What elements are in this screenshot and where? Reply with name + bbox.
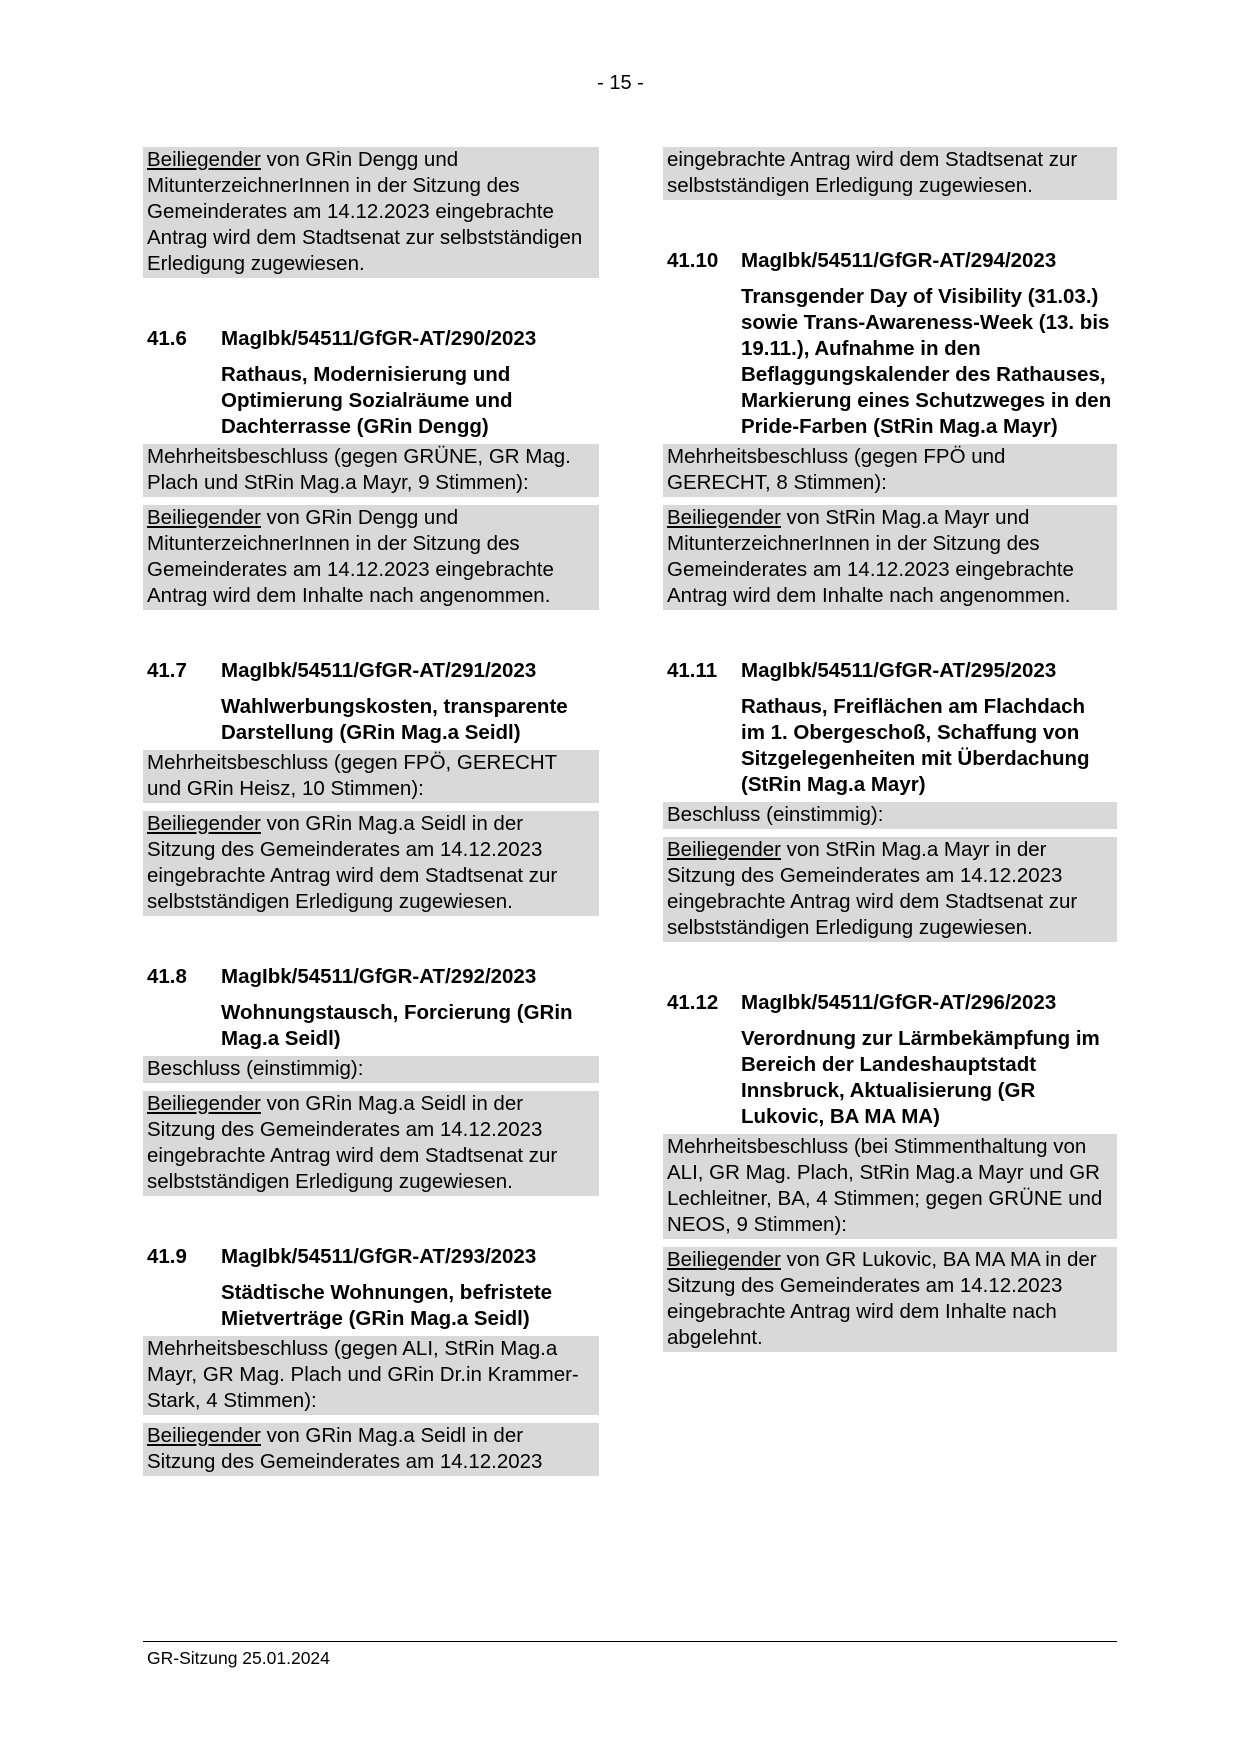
page-number: - 15 -	[597, 72, 644, 94]
resolution	[143, 811, 599, 916]
resolution-text: von GRin Dengg und MitunterzeichnerInnen in der Sitzung des Gemeinderates am 14.12.2023 eingebrachte Antrag wird dem Stadtsenat zur selbstständigen Erledigung zugewiesen.	[147, 148, 583, 275]
resolution-text: von StRin Mag.a Mayr und MitunterzeichnerInnen in der Sitzung des Gemeinderates am 14.12.2023 eingebrachte Antrag wird dem Inhalte nach angenommen.	[667, 506, 1074, 607]
item-heading	[147, 964, 599, 990]
decision: Beschluss (einstimmig):	[143, 1056, 599, 1083]
item-title: Verordnung zur Lärmbekämpfung im Bereich der Landeshauptstadt Innsbruck, Aktualisierung (GR Lukovic, BA MA MA)	[741, 1027, 1100, 1128]
item-number: 41.11	[667, 659, 718, 682]
item-title: Rathaus, Modernisierung und Optimierung Sozialräume und Dachterrasse (GRin Dengg)	[221, 363, 513, 438]
item-reference: MagIbk/54511/GfGR-AT/295/2023	[741, 659, 1057, 682]
item-number: 41.7	[147, 659, 187, 682]
item-reference: MagIbk/54511/GfGR-AT/296/2023	[741, 991, 1057, 1014]
agenda-item-41-6	[143, 326, 599, 610]
item-number: 41.12	[667, 991, 719, 1014]
decision: Mehrheitsbeschluss (gegen FPÖ und GERECHT, 8 Stimmen):	[663, 444, 1117, 497]
continued-resolution-text: eingebrachte Antrag wird dem Stadtsenat zur selbstständigen Erledigung zugewiesen.	[663, 147, 1117, 200]
underlined-word: Beiliegender	[667, 506, 781, 529]
left-column	[143, 147, 599, 1476]
decision: Beschluss (einstimmig):	[663, 802, 1117, 829]
item-title: Transgender Day of Visibility (31.03.) sowie Trans-Awareness-Week (13. bis 19.11.), Aufnahme in den Beflaggungskalender des Rathauses, Markierung eines Schutzweges in den Pride-Farben (StRin Mag.a Mayr)	[741, 285, 1112, 438]
item-title: Wahlwerbungskosten, transparente Darstellung (GRin Mag.a Seidl)	[221, 695, 568, 744]
resolution	[143, 1091, 599, 1196]
item-title: Städtische Wohnungen, befristete Mietverträge (GRin Mag.a Seidl)	[221, 1281, 553, 1330]
item-reference: MagIbk/54511/GfGR-AT/291/2023	[221, 659, 537, 682]
item-heading	[147, 658, 599, 684]
right-column	[663, 147, 1117, 1352]
footer-divider	[143, 1641, 1117, 1642]
item-title: Rathaus, Freiflächen am Flachdach im 1. Obergeschoß, Schaffung von Sitzgelegenheiten mit Überdachung (StRin Mag.a Mayr)	[741, 695, 1090, 796]
resolution	[663, 505, 1117, 610]
resolution-text: von StRin Mag.a Mayr in der Sitzung des Gemeinderates am 14.12.2023 eingebrachte Antrag wird dem Stadtsenat zur selbstständigen Erledigung zugewiesen.	[667, 838, 1078, 939]
item-number: 41.6	[147, 327, 187, 350]
agenda-item-41-8	[143, 964, 599, 1196]
item-heading	[147, 326, 599, 352]
resolution	[143, 505, 599, 610]
agenda-item-41-9	[143, 1244, 599, 1476]
resolution	[663, 1247, 1117, 1352]
item-heading	[667, 990, 1117, 1016]
item-reference: MagIbk/54511/GfGR-AT/294/2023	[741, 249, 1057, 272]
item-heading	[667, 248, 1117, 274]
decision: Mehrheitsbeschluss (bei Stimmenthaltung von ALI, GR Mag. Plach, StRin Mag.a Mayr und GR Lechleitner, BA, 4 Stimmen; gegen GRÜNE und NEOS, 9 Stimmen):	[663, 1134, 1117, 1239]
continued-resolution-text	[143, 147, 599, 278]
item-heading	[667, 658, 1117, 684]
item-reference: MagIbk/54511/GfGR-AT/290/2023	[221, 327, 537, 350]
resolution-text: von GRin Mag.a Seidl in der Sitzung des Gemeinderates am 14.12.2023	[147, 1424, 543, 1473]
item-title: Wohnungstausch, Forcierung (GRin Mag.a Seidl)	[221, 1001, 573, 1050]
underlined-word: Beiliegender	[147, 812, 261, 835]
underlined-word: Beiliegender	[147, 1424, 261, 1447]
decision: Mehrheitsbeschluss (gegen FPÖ, GERECHT und GRin Heisz, 10 Stimmen):	[143, 750, 599, 803]
resolution-text: von GRin Mag.a Seidl in der Sitzung des Gemeinderates am 14.12.2023 eingebrachte Antrag wird dem Stadtsenat zur selbstständigen Erledigung zugewiesen.	[147, 812, 558, 913]
resolution	[143, 1423, 599, 1476]
underlined-word: Beiliegender	[667, 838, 781, 861]
item-number: 41.10	[667, 249, 719, 272]
underlined-word: Beiliegender	[147, 148, 261, 171]
item-reference: MagIbk/54511/GfGR-AT/292/2023	[221, 965, 537, 988]
decision: Mehrheitsbeschluss (gegen ALI, StRin Mag.a Mayr, GR Mag. Plach und GRin Dr.in Krammer-Stark, 4 Stimmen):	[143, 1336, 599, 1415]
resolution-text: von GRin Dengg und MitunterzeichnerInnen in der Sitzung des Gemeinderates am 14.12.2023 eingebrachte Antrag wird dem Inhalte nach angenommen.	[147, 506, 554, 607]
item-reference: MagIbk/54511/GfGR-AT/293/2023	[221, 1245, 537, 1268]
underlined-word: Beiliegender	[667, 1248, 781, 1271]
underlined-word: Beiliegender	[147, 1092, 261, 1115]
resolution-text: von GR Lukovic, BA MA MA in der Sitzung des Gemeinderates am 14.12.2023 eingebrachte Antrag wird dem Inhalte nach abgelehnt.	[667, 1248, 1097, 1349]
decision: Mehrheitsbeschluss (gegen GRÜNE, GR Mag. Plach und StRin Mag.a Mayr, 9 Stimmen):	[143, 444, 599, 497]
item-number: 41.8	[147, 965, 187, 988]
item-number: 41.9	[147, 1245, 187, 1268]
item-heading	[147, 1244, 599, 1270]
resolution-text: von GRin Mag.a Seidl in der Sitzung des Gemeinderates am 14.12.2023 eingebrachte Antrag wird dem Stadtsenat zur selbstständigen Erledigung zugewiesen.	[147, 1092, 558, 1193]
footer-text: GR-Sitzung 25.01.2024	[147, 1648, 330, 1668]
agenda-item-41-11	[663, 658, 1117, 942]
agenda-item-41-7	[143, 658, 599, 916]
resolution	[663, 837, 1117, 942]
agenda-item-41-10	[663, 248, 1117, 610]
underlined-word: Beiliegender	[147, 506, 261, 529]
agenda-item-41-12	[663, 990, 1117, 1352]
